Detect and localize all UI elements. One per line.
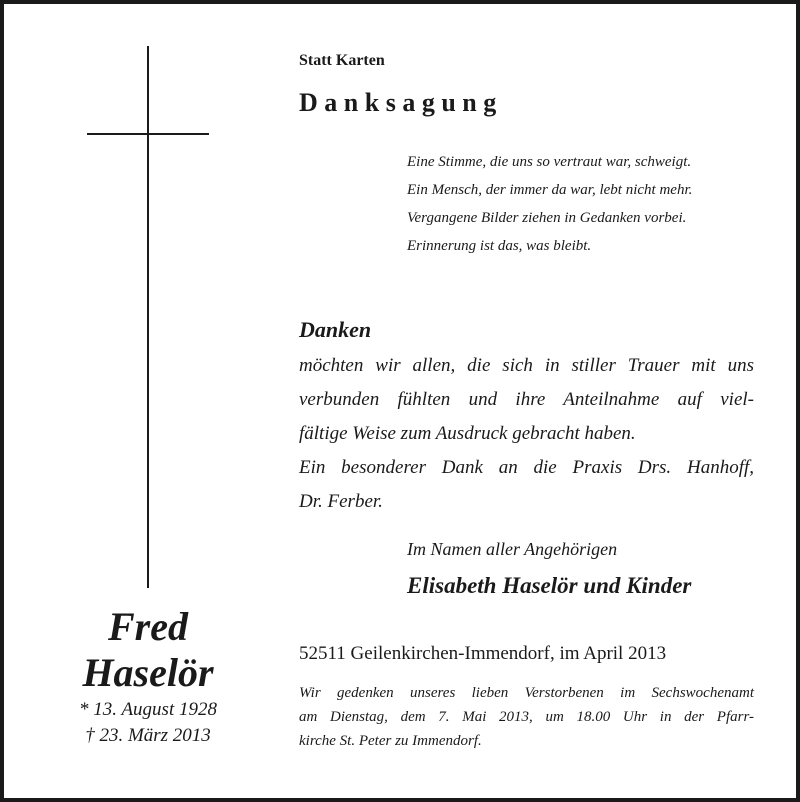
poem bbox=[407, 148, 692, 260]
memorial-line: Wir gedenken unseres lieben Verstorbenen im Sechswochenamt bbox=[299, 685, 754, 701]
place-date: 52511 Geilenkirchen-Immendorf, im April 2013 bbox=[299, 643, 667, 664]
thanks-line: verbunden fühlten und ihre Anteilnahme auf viel- bbox=[299, 389, 754, 410]
page-title: Danksagung bbox=[299, 88, 503, 117]
statt-karten-label: Statt Karten bbox=[299, 52, 385, 69]
memorial-line: kirche St. Peter zu Immendorf. bbox=[299, 733, 482, 749]
deceased-block bbox=[40, 605, 256, 749]
poem-line: Ein Mensch, der immer da war, lebt nicht mehr. bbox=[407, 182, 693, 198]
memorial-line: am Dienstag, dem 7. Mai 2013, um 18.00 Uhr in der Pfarr- bbox=[299, 709, 754, 725]
thanks-line: Ein besonderer Dank an die Praxis Drs. Hanhoff, bbox=[299, 457, 754, 478]
birth-date: * 13. August 1928 bbox=[79, 699, 217, 720]
poem-line: Erinnerung ist das, was bleibt. bbox=[407, 238, 592, 254]
cross-vertical-bar bbox=[147, 46, 149, 588]
memorial-notice bbox=[299, 681, 754, 753]
on-behalf-line: Im Namen aller Angehörigen bbox=[407, 539, 618, 559]
thanks-line: möchten wir allen, die sich in stiller Trauer mit uns bbox=[299, 355, 754, 376]
poem-line: Eine Stimme, die uns so vertraut war, schweigt. bbox=[407, 154, 692, 170]
cross-horizontal-bar bbox=[87, 133, 209, 135]
deceased-last-name: Haselör bbox=[82, 650, 214, 695]
poem-line: Vergangene Bilder ziehen in Gedanken vorbei. bbox=[407, 210, 687, 226]
thanks-line: fältige Weise zum Ausdruck gebracht haben. bbox=[299, 423, 636, 444]
thanks-line: Dr. Ferber. bbox=[299, 491, 383, 512]
thanks-text bbox=[299, 349, 754, 519]
deceased-first-name: Fred bbox=[108, 604, 188, 649]
family-signature: Elisabeth Haselör und Kinder bbox=[407, 573, 692, 598]
thanks-heading: Danken bbox=[299, 317, 372, 342]
death-date: † 23. März 2013 bbox=[85, 725, 211, 746]
